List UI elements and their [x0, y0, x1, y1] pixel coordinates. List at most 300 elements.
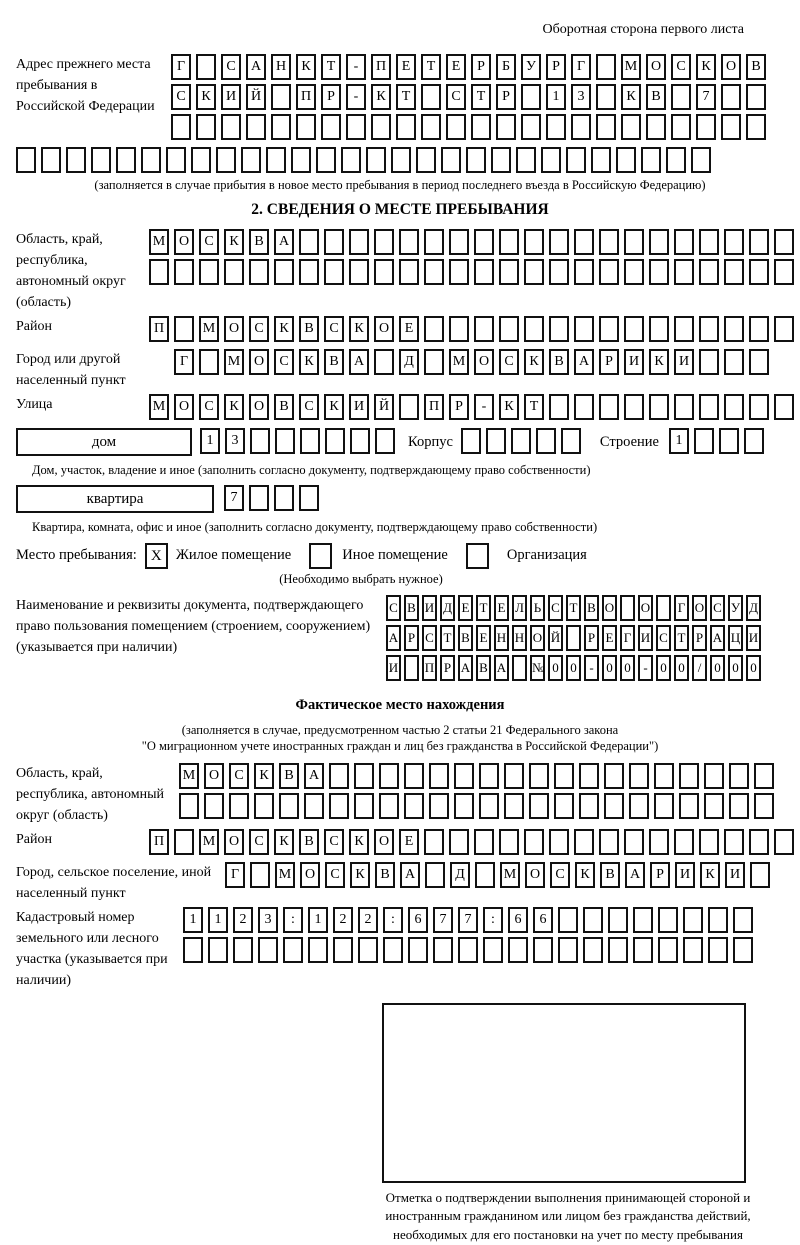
- char-box: [649, 829, 669, 855]
- char-box: [329, 793, 349, 819]
- char-box: [708, 937, 728, 963]
- stamp-area-box: [382, 1003, 746, 1183]
- field-kvartira-row: [16, 485, 784, 515]
- char-box: У: [728, 595, 743, 621]
- char-box: В: [646, 84, 666, 110]
- char-box: П: [422, 655, 437, 681]
- char-box: [654, 763, 674, 789]
- char-box: [471, 114, 491, 140]
- char-box: Н: [512, 625, 527, 651]
- char-box: К: [254, 763, 274, 789]
- char-box: [396, 114, 416, 140]
- char-box: О: [374, 829, 394, 855]
- kvartira-caption: Квартира, комната, офис и иное (заполнить согласно документу, подтверждающему право собственности): [32, 519, 784, 535]
- char-box: И: [624, 349, 644, 375]
- char-box: С: [325, 862, 345, 888]
- mesto-caption: (Необходимо выбрать нужное): [196, 571, 526, 587]
- char-box: /: [692, 655, 707, 681]
- char-box: [375, 428, 395, 454]
- char-box: [558, 907, 578, 933]
- char-box: Е: [476, 625, 491, 651]
- char-box: М: [500, 862, 520, 888]
- char-box: А: [304, 763, 324, 789]
- char-box: [574, 829, 594, 855]
- char-box: 1: [183, 907, 203, 933]
- char-box: [149, 259, 169, 285]
- char-box: [354, 763, 374, 789]
- char-box: [321, 114, 341, 140]
- char-box: В: [274, 394, 294, 420]
- char-box: О: [224, 829, 244, 855]
- char-box: [566, 147, 586, 173]
- char-box: [571, 114, 591, 140]
- char-box: [229, 793, 249, 819]
- char-box: 2: [333, 907, 353, 933]
- char-box: [299, 485, 319, 511]
- char-box: К: [499, 394, 519, 420]
- char-box: [496, 114, 516, 140]
- char-box: С: [199, 229, 219, 255]
- char-box: [679, 793, 699, 819]
- char-box: [724, 394, 744, 420]
- char-box: [374, 229, 394, 255]
- char-box: [379, 793, 399, 819]
- char-box: Р: [599, 349, 619, 375]
- char-box: [574, 229, 594, 255]
- char-box: [479, 793, 499, 819]
- char-box: 7: [433, 907, 453, 933]
- char-box: [649, 316, 669, 342]
- field-mesto-prebyvaniya: [16, 543, 784, 569]
- char-row-dom: [200, 428, 400, 454]
- char-row: [179, 763, 784, 789]
- char-box: Е: [396, 54, 416, 80]
- char-box: [346, 114, 366, 140]
- char-box: И: [349, 394, 369, 420]
- char-box: Р: [650, 862, 670, 888]
- option-label-organizatsiya: Организация: [507, 547, 587, 564]
- char-box: [754, 793, 774, 819]
- char-box: Р: [584, 625, 599, 651]
- char-box: [658, 907, 678, 933]
- char-box: [274, 259, 294, 285]
- stamp-caption: Отметка о подтверждении выполнения принимающей стороной и иностранным гражданином или лицом без гражданства действий, необходимых для его постановки на учет по месту пребывания: [368, 1189, 768, 1245]
- char-box: Г: [225, 862, 245, 888]
- char-row: [149, 229, 784, 255]
- char-box: [624, 316, 644, 342]
- gorod-label: Город или другой населенный пункт: [16, 349, 174, 391]
- char-box: Й: [548, 625, 563, 651]
- char-row-full-width: [16, 147, 784, 173]
- char-box: [474, 229, 494, 255]
- char-box: [499, 229, 519, 255]
- char-box: В: [279, 763, 299, 789]
- char-box: А: [710, 625, 725, 651]
- char-box: [616, 147, 636, 173]
- char-box: [454, 763, 474, 789]
- char-box: С: [249, 316, 269, 342]
- char-box: И: [746, 625, 761, 651]
- char-box: [404, 655, 419, 681]
- char-box: 2: [358, 907, 378, 933]
- char-box: [466, 147, 486, 173]
- char-box: [724, 259, 744, 285]
- factual-raion-label: Район: [16, 829, 149, 850]
- char-box: [408, 937, 428, 963]
- char-box: 6: [533, 907, 553, 933]
- char-box: О: [525, 862, 545, 888]
- char-box: [524, 229, 544, 255]
- char-box: [699, 349, 719, 375]
- char-box: [524, 316, 544, 342]
- char-box: [399, 259, 419, 285]
- char-box: О: [249, 394, 269, 420]
- char-box: 0: [548, 655, 563, 681]
- char-box: [729, 793, 749, 819]
- char-box: Й: [374, 394, 394, 420]
- char-box: [561, 428, 581, 454]
- char-box: Д: [399, 349, 419, 375]
- char-box: [508, 937, 528, 963]
- char-box: [620, 595, 635, 621]
- char-row: [171, 114, 784, 140]
- char-box: 1: [200, 428, 220, 454]
- char-box: [591, 147, 611, 173]
- checkbox-zhiloe-pomeshchenie: X: [145, 543, 168, 569]
- mesto-label: Место пребывания:: [16, 547, 137, 564]
- char-box: И: [675, 862, 695, 888]
- char-box: И: [386, 655, 401, 681]
- char-box: [599, 229, 619, 255]
- char-box: 1: [308, 907, 328, 933]
- char-box: [199, 259, 219, 285]
- char-box: [300, 428, 320, 454]
- char-box: О: [300, 862, 320, 888]
- char-box: 0: [566, 655, 581, 681]
- char-box: [371, 114, 391, 140]
- char-box: [461, 428, 481, 454]
- char-box: [674, 829, 694, 855]
- char-box: [296, 114, 316, 140]
- char-box: [174, 829, 194, 855]
- char-box: [749, 229, 769, 255]
- char-box: В: [324, 349, 344, 375]
- char-box: -: [584, 655, 599, 681]
- char-box: [749, 829, 769, 855]
- char-row: [386, 655, 784, 681]
- field-kadastr: [16, 907, 784, 991]
- field-factual-oblast: [16, 763, 784, 826]
- char-box: В: [476, 655, 491, 681]
- char-box: О: [204, 763, 224, 789]
- char-box: В: [299, 316, 319, 342]
- char-box: Н: [494, 625, 509, 651]
- char-box: С: [199, 394, 219, 420]
- char-box: О: [374, 316, 394, 342]
- char-row: [171, 84, 784, 110]
- char-box: [724, 316, 744, 342]
- char-box: К: [296, 54, 316, 80]
- char-box: Л: [512, 595, 527, 621]
- char-row: [171, 54, 784, 80]
- char-box: А: [458, 655, 473, 681]
- checkbox-inoe-pomeshchenie: [309, 543, 332, 569]
- char-box: М: [199, 316, 219, 342]
- char-box: :: [383, 907, 403, 933]
- char-box: Г: [171, 54, 191, 80]
- char-box: [674, 316, 694, 342]
- char-box: [429, 793, 449, 819]
- char-box: [671, 114, 691, 140]
- kadastr-label: Кадастровый номер земельного или лесного участка (указывается при наличии): [16, 907, 183, 991]
- char-box: [574, 316, 594, 342]
- char-box: Е: [494, 595, 509, 621]
- char-box: [404, 793, 424, 819]
- char-box: [224, 259, 244, 285]
- char-box: Д: [746, 595, 761, 621]
- char-box: [641, 147, 661, 173]
- char-box: [333, 937, 353, 963]
- char-box: [241, 147, 261, 173]
- char-box: А: [274, 229, 294, 255]
- char-row: [149, 829, 784, 855]
- char-box: [599, 316, 619, 342]
- char-box: [624, 259, 644, 285]
- char-box: [629, 763, 649, 789]
- char-box: Е: [399, 829, 419, 855]
- char-box: [656, 595, 671, 621]
- char-box: [350, 428, 370, 454]
- char-box: [699, 316, 719, 342]
- char-box: А: [625, 862, 645, 888]
- char-box: 3: [258, 907, 278, 933]
- char-box: [341, 147, 361, 173]
- char-box: [583, 907, 603, 933]
- char-box: [349, 229, 369, 255]
- char-box: [541, 147, 561, 173]
- char-box: Е: [458, 595, 473, 621]
- char-box: [596, 54, 616, 80]
- char-box: П: [149, 316, 169, 342]
- char-box: Р: [546, 54, 566, 80]
- char-box: [196, 54, 216, 80]
- char-box: :: [283, 907, 303, 933]
- char-box: [374, 259, 394, 285]
- char-box: С: [299, 394, 319, 420]
- char-box: [174, 316, 194, 342]
- char-box: [529, 793, 549, 819]
- char-row: [149, 259, 784, 285]
- char-box: [279, 793, 299, 819]
- char-box: [708, 907, 728, 933]
- char-box: [749, 349, 769, 375]
- char-box: [41, 147, 61, 173]
- char-box: [358, 937, 378, 963]
- char-box: [399, 229, 419, 255]
- char-box: [166, 147, 186, 173]
- char-box: С: [548, 595, 563, 621]
- char-box: Р: [471, 54, 491, 80]
- char-box: [604, 793, 624, 819]
- char-box: [583, 937, 603, 963]
- char-box: [674, 259, 694, 285]
- char-box: [649, 259, 669, 285]
- section2-title: 2. СВЕДЕНИЯ О МЕСТЕ ПРЕБЫВАНИЯ: [16, 201, 784, 219]
- char-box: Г: [174, 349, 194, 375]
- char-box: [621, 114, 641, 140]
- char-box: [746, 84, 766, 110]
- char-box: [491, 147, 511, 173]
- char-box: М: [621, 54, 641, 80]
- char-box: [724, 829, 744, 855]
- char-box: :: [483, 907, 503, 933]
- char-box: [324, 259, 344, 285]
- char-box: [699, 394, 719, 420]
- char-row: [183, 937, 784, 963]
- char-box: 7: [224, 485, 244, 511]
- char-box: [691, 147, 711, 173]
- char-box: [683, 937, 703, 963]
- char-box: Т: [566, 595, 581, 621]
- char-box: Е: [399, 316, 419, 342]
- char-box: 3: [571, 84, 591, 110]
- char-box: [774, 394, 794, 420]
- char-box: Й: [246, 84, 266, 110]
- char-box: [486, 428, 506, 454]
- char-box: [521, 114, 541, 140]
- char-box: [499, 829, 519, 855]
- char-box: [604, 763, 624, 789]
- char-box: Ц: [728, 625, 743, 651]
- char-box: [258, 937, 278, 963]
- char-box: Т: [321, 54, 341, 80]
- char-box: [566, 625, 581, 651]
- char-box: Т: [471, 84, 491, 110]
- checkbox-organizatsiya: [466, 543, 489, 569]
- char-box: Т: [440, 625, 455, 651]
- char-box: [324, 229, 344, 255]
- char-row: [386, 625, 784, 651]
- char-box: [624, 229, 644, 255]
- char-box: [171, 114, 191, 140]
- char-box: [183, 937, 203, 963]
- char-box: [424, 229, 444, 255]
- dom-field: дом: [16, 428, 192, 456]
- char-box: [404, 763, 424, 789]
- char-box: П: [424, 394, 444, 420]
- char-box: [596, 114, 616, 140]
- char-box: [536, 428, 556, 454]
- char-box: [299, 259, 319, 285]
- char-box: [608, 907, 628, 933]
- char-box: [429, 763, 449, 789]
- char-box: К: [696, 54, 716, 80]
- char-box: Б: [496, 54, 516, 80]
- char-box: [574, 259, 594, 285]
- char-box: 6: [508, 907, 528, 933]
- char-box: М: [149, 229, 169, 255]
- char-box: П: [371, 54, 391, 80]
- char-box: [721, 114, 741, 140]
- char-box: [704, 793, 724, 819]
- char-box: М: [275, 862, 295, 888]
- char-box: [379, 763, 399, 789]
- char-box: Ь: [530, 595, 545, 621]
- char-box: К: [196, 84, 216, 110]
- char-box: [744, 428, 764, 454]
- char-box: И: [725, 862, 745, 888]
- char-box: 1: [669, 428, 689, 454]
- char-box: С: [221, 54, 241, 80]
- char-box: [549, 259, 569, 285]
- char-box: [266, 147, 286, 173]
- char-box: [499, 259, 519, 285]
- char-box: [433, 937, 453, 963]
- char-box: [424, 349, 444, 375]
- char-box: А: [494, 655, 509, 681]
- char-box: [579, 763, 599, 789]
- char-box: [574, 394, 594, 420]
- char-box: [529, 763, 549, 789]
- char-box: А: [400, 862, 420, 888]
- char-box: [724, 349, 744, 375]
- char-box: М: [149, 394, 169, 420]
- char-box: [349, 259, 369, 285]
- char-box: [721, 84, 741, 110]
- char-box: [724, 229, 744, 255]
- document-label: Наименование и реквизиты документа, подтверждающего право пользования помещением (строением, сооружением) (указывается при наличии): [16, 595, 386, 658]
- char-box: [199, 349, 219, 375]
- char-box: К: [274, 316, 294, 342]
- char-box: И: [422, 595, 437, 621]
- char-box: 7: [696, 84, 716, 110]
- char-box: [250, 862, 270, 888]
- factual-oblast-label: Область, край, республика, автономный округ (область): [16, 763, 179, 826]
- char-box: [629, 793, 649, 819]
- char-row: [174, 349, 784, 375]
- char-box: К: [274, 829, 294, 855]
- char-box: [454, 793, 474, 819]
- char-box: [549, 829, 569, 855]
- char-box: [546, 114, 566, 140]
- char-box: 7: [458, 907, 478, 933]
- char-box: [596, 84, 616, 110]
- char-box: [325, 428, 345, 454]
- char-box: [254, 793, 274, 819]
- char-row-stroenie: [669, 428, 769, 454]
- char-box: [646, 114, 666, 140]
- char-box: [774, 229, 794, 255]
- char-box: Т: [476, 595, 491, 621]
- char-box: Р: [449, 394, 469, 420]
- char-box: С: [249, 829, 269, 855]
- char-box: [196, 114, 216, 140]
- char-box: [666, 147, 686, 173]
- char-box: [421, 84, 441, 110]
- char-row: [386, 595, 784, 621]
- char-box: [449, 229, 469, 255]
- char-box: [329, 763, 349, 789]
- char-box: [274, 485, 294, 511]
- ulitsa-label: Улица: [16, 394, 149, 415]
- char-box: В: [404, 595, 419, 621]
- char-box: [549, 316, 569, 342]
- char-box: [221, 114, 241, 140]
- option-label-inoe: Иное помещение: [342, 547, 448, 564]
- char-box: Е: [446, 54, 466, 80]
- prev-address-boxes: [171, 54, 784, 144]
- char-box: [649, 394, 669, 420]
